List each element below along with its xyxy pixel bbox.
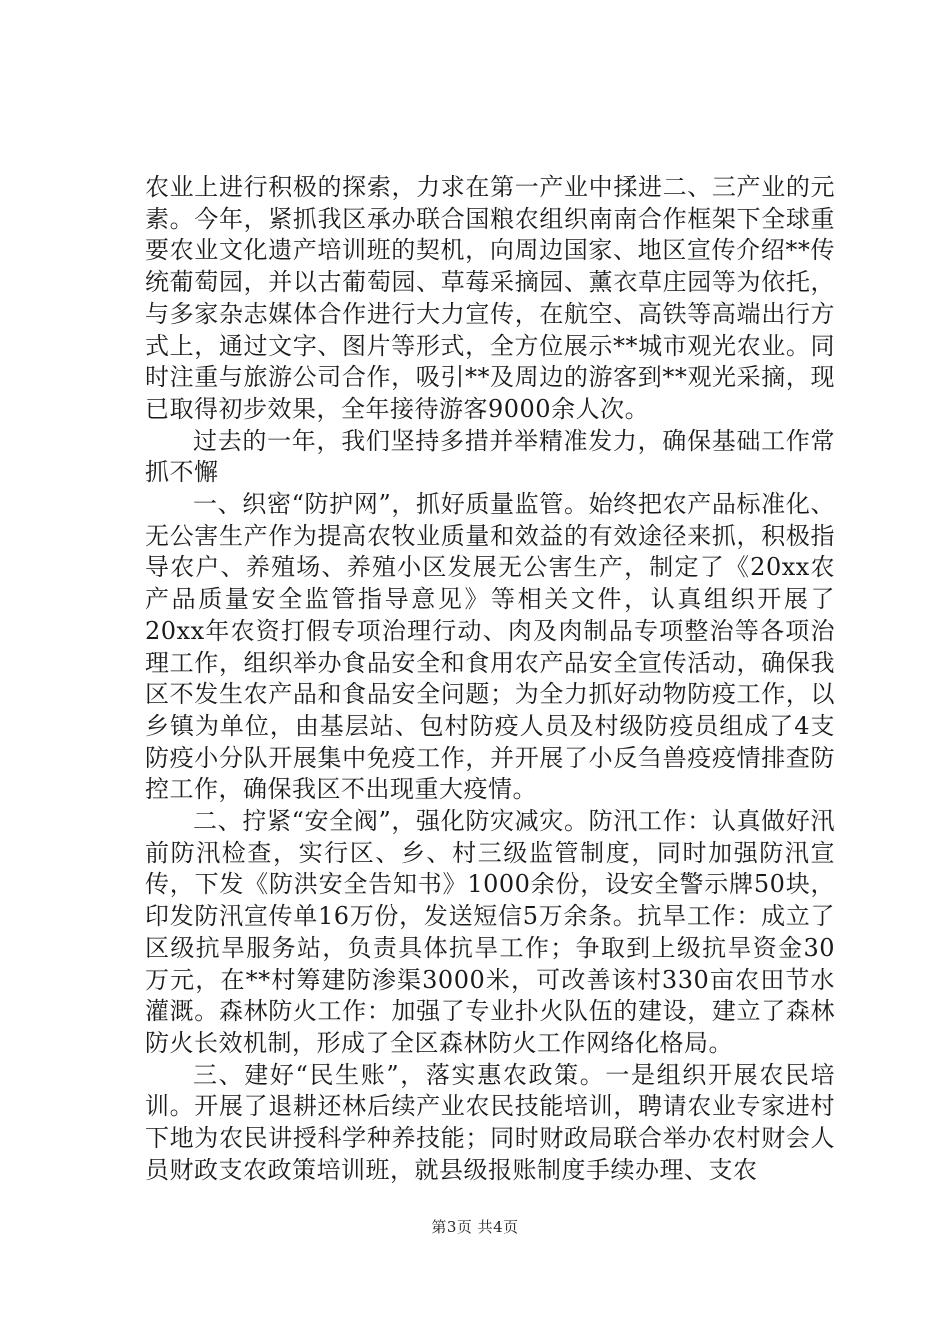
document-body [145, 172, 835, 1187]
page-footer: 第3页 共4页 [431, 1218, 519, 1236]
paragraph-summary: 过去的一年，我们坚持多措并举精准发力，确保基础工作常抓不懈 [145, 426, 835, 487]
paragraph-farmer-policy: 三、建好“民生账”，落实惠农政策。一是组织开展农民培训。开展了退耕还林后续产业农民技能培训，聘请农业专家进村下地为农民讲授科学种养技能；同时财政局联合举办农村财会人员财政支农政策培训班，就县级报账制度手续办理、支农 [145, 1060, 835, 1184]
paragraph-quality-supervision: 一、织密“防护网”，抓好质量监管。始终把农产品标准化、无公害生产作为提高农牧业质量和效益的有效途径来抓，积极指导农户、养殖场、养殖小区发展无公害生产，制定了《20xx农产品质量安全监管指导意见》等相关文件，认真组织开展了20xx年农资打假专项治理行动、肉及肉制品专项整治等各项治理工作，组织举办食品安全和食用农产品安全宣传活动，确保我区不发生农产品和食品安全问题；为全力抓好动物防疫工作，以乡镇为单位，由基层站、包村防疫人员及村级防疫员组成了4支防疫小分队开展集中免疫工作，并开展了小反刍兽疫疫情排查防控工作，确保我区不出现重大疫情。 [145, 490, 835, 804]
paragraph-disaster-prevention: 二、拧紧“安全阀”，强化防灾减灾。防汛工作：认真做好汛前防汛检查，实行区、乡、村三级监管制度，同时加强防汛宣传，下发《防洪安全告知书》1000余份，设安全警示牌50块，印发防汛宣传单16万份，发送短信5万余条。抗旱工作：成立了区级抗旱服务站，负责具体抗旱工作；争取到上级抗旱资金30万元，在**村筹建防渗渠3000米，可改善该村330亩农田节水灌溉。森林防火工作：加强了专业扑火队伍的建设，建立了森林防火长效机制，形成了全区森林防火工作网络化格局。 [145, 807, 835, 1057]
paragraph-continuation: 农业上进行积极的探索，力求在第一产业中揉进二、三产业的元素。今年，紧抓我区承办联合国粮农组织南南合作框架下全球重要农业文化遗产培训班的契机，向周边国家、地区宣传介绍**传统葡萄园，并以古葡萄园、草莓采摘园、薰衣草庄园等为依托，与多家杂志媒体合作进行大力宣传，在航空、高铁等高端出行方式上，通过文字、图片等形式，全方位展示**城市观光农业。同时注重与旅游公司合作，吸引**及周边的游客到**观光采摘，现已取得初步效果，全年接待游客9000余人次。 [145, 173, 835, 423]
